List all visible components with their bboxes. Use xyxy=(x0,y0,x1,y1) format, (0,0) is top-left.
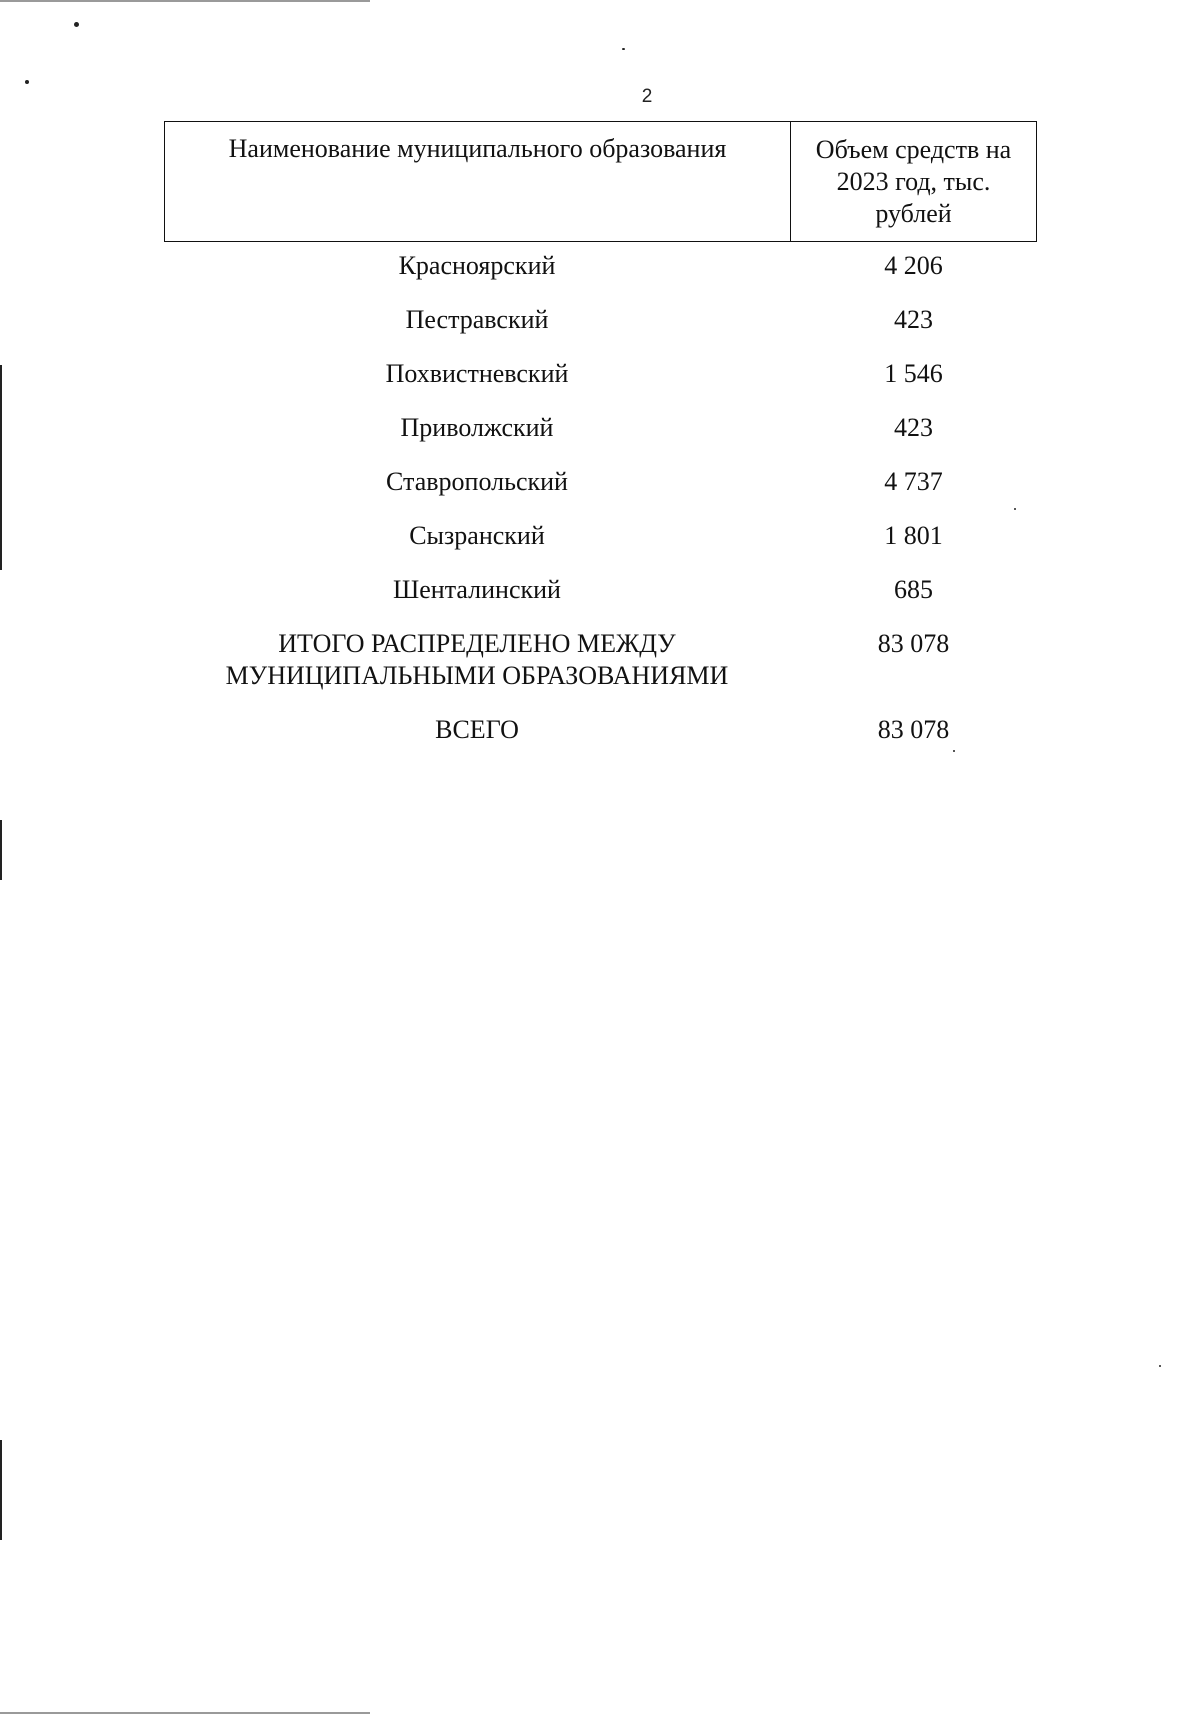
funds-amount: 4 737 xyxy=(884,467,943,496)
grand-total-label: ВСЕГО xyxy=(435,715,519,744)
funds-amount: 1 546 xyxy=(884,359,943,388)
funds-amount: 423 xyxy=(894,305,933,334)
municipality-name: Приволжский xyxy=(400,413,554,442)
header-municipality-name: Наименование муниципального образования xyxy=(165,122,791,241)
funds-amount: 423 xyxy=(894,413,933,442)
scan-left-edge-mark xyxy=(0,1440,2,1540)
table-row xyxy=(164,466,1037,498)
table-row xyxy=(164,304,1037,336)
funds-amount: 1 801 xyxy=(884,521,943,550)
scan-edge-top xyxy=(0,0,370,2)
table-row xyxy=(164,520,1037,552)
municipality-name: Похвистневский xyxy=(385,359,569,388)
funds-amount: 685 xyxy=(894,575,933,604)
total-distributed-label: ИТОГО РАСПРЕДЕЛЕНО МЕЖДУ МУНИЦИПАЛЬНЫМИ ОБРАЗОВАНИЯМИ xyxy=(225,629,729,690)
funds-amount: 4 206 xyxy=(884,251,943,280)
total-distributed-amount: 83 078 xyxy=(877,629,950,658)
table-header xyxy=(164,121,1037,242)
municipality-name: Сызранский xyxy=(409,521,545,550)
municipality-name: Шенталинский xyxy=(393,575,561,604)
scan-left-edge-mark xyxy=(0,820,2,880)
grand-total-row xyxy=(164,714,1037,746)
scan-speck xyxy=(25,80,29,84)
scan-left-edge-mark xyxy=(0,365,2,570)
table-body xyxy=(164,250,1037,768)
grand-total-amount: 83 078 xyxy=(877,715,950,744)
municipality-name: Красноярский xyxy=(398,251,556,280)
scan-speck xyxy=(622,48,625,50)
scan-edge-bottom xyxy=(0,1712,370,1714)
table-row xyxy=(164,574,1037,606)
scan-speck xyxy=(1159,1365,1161,1367)
header-funds-amount: Объем средств на 2023 год, тыс. рублей xyxy=(815,135,1012,228)
scan-speck xyxy=(74,22,79,27)
municipality-name: Пестравский xyxy=(405,305,549,334)
table-row xyxy=(164,250,1037,282)
municipality-name: Ставропольский xyxy=(386,467,568,496)
table-row xyxy=(164,412,1037,444)
page-number: 2 xyxy=(641,86,653,107)
table-row xyxy=(164,358,1037,390)
total-distributed-row xyxy=(164,628,1037,692)
